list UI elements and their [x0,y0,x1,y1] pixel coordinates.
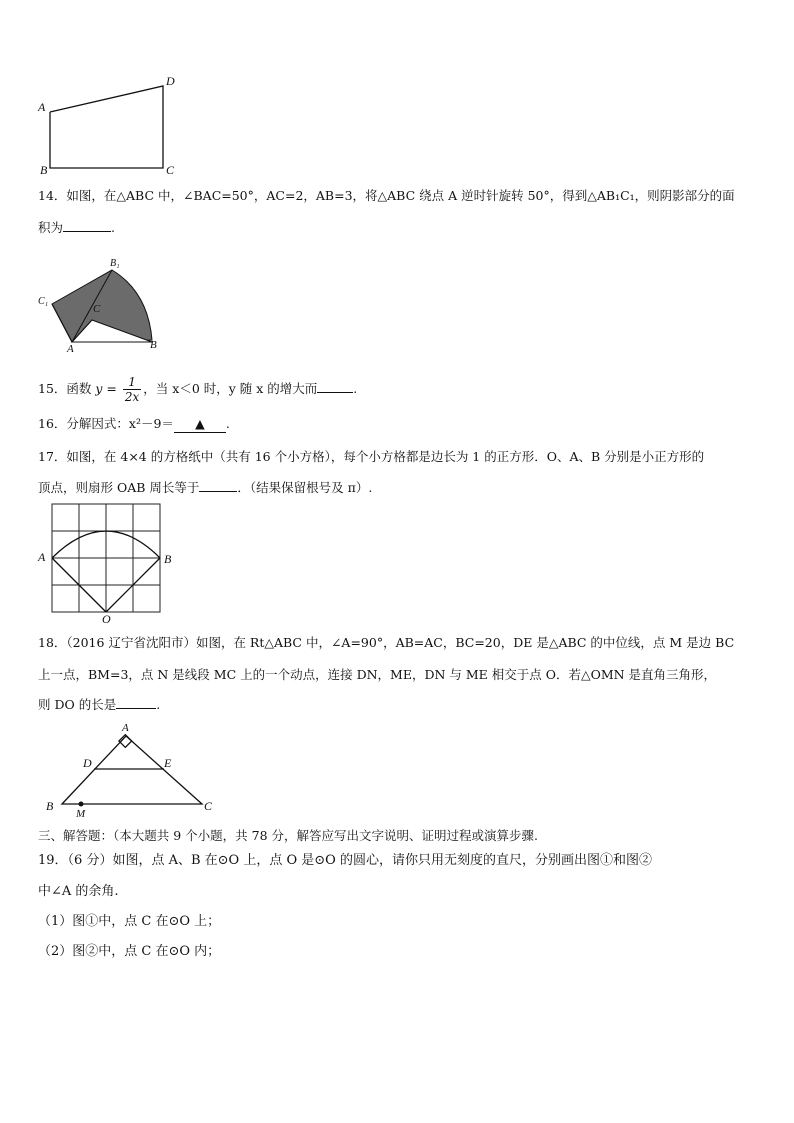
label-c: C [204,799,213,813]
q18-line1: 18．（2016 辽宁省沈阳市）如图，在 Rt△ABC 中，∠A=90°，AB=AC，BC=20，DE 是△ABC 的中位线，点 M 是边 BC [38,635,735,650]
q15-suffix: ，当 x＜0 时，y 随 x 的增大而 [143,381,318,396]
q16-prefix: 16．分解因式：x²－9＝ [38,416,174,431]
label-a: A [38,550,46,564]
label-m: M [76,808,86,820]
q15-frac-num: 1 [123,375,141,390]
q16-end: . [225,416,230,431]
q15-prefix: 15．函数 [38,381,92,396]
q19-item2: （2）图②中，点 C 在⊙O 内； [38,944,221,959]
label-c: C [166,163,175,177]
label-a: A [67,343,74,355]
q18-suffix: . [156,697,161,712]
label-o: O [102,612,111,626]
label-a: A [122,722,129,734]
label-c: C [93,303,101,315]
q19-line1: 19．（6 分）如图，点 A、B 在⊙O 上，点 O 是⊙O 的圆心，请你只用无刻度的直尺，分别画出图①和图② [38,853,652,868]
q14-line1: 14．如图，在△ABC 中，∠BAC=50°，AC=2，AB=3，将△ABC 绕点 A 逆时针旋转 50°，得到△AB₁C₁，则阴影部分的面 [38,188,735,203]
q14-prefix: 积为 [38,220,64,235]
q15-func-lhs: y = [95,381,117,396]
q15-end: . [353,381,358,396]
label-b: B [164,552,172,566]
q18-prefix: 则 DO 的长是 [38,697,117,712]
label-b: B [46,799,54,813]
label-d: D [166,74,175,88]
label-b: B [150,339,157,351]
q17-line1: 17．如图，在 4×4 的方格纸中（共有 16 个小方格），每个小方格都是边长为 1 的正方形．O、A、B 分别是小正方形的 [38,449,705,464]
label-b: B [40,163,48,177]
q15-frac-den: 2x [124,390,140,404]
q19-line2: 中∠A 的余角. [38,884,119,899]
q14-suffix: . [111,220,115,235]
section3-heading: 三、解答题：（本大题共 9 个小题，共 78 分，解答应写出文字说明、证明过程或演算步骤. [38,828,538,843]
q17-suffix: ．（结果保留根号及 π）. [237,480,373,495]
label-e: E [164,756,172,770]
label-a: A [38,100,46,114]
label-c1: C₁ [38,296,49,307]
q19-item1: （1）图①中，点 C 在⊙O 上； [38,914,221,929]
label-d: D [83,756,92,770]
label-b1: B₁ [110,258,120,269]
q17-prefix: 顶点，则扇形 OAB 周长等于 [38,480,200,495]
q16-answer-mark: ▲ [195,416,205,431]
q18-line2: 上一点，BM=3，点 N 是线段 MC 上的一个动点，连接 DN，ME，DN 与 ME 相交于点 O．若△OMN 是直角三角形， [38,667,717,682]
